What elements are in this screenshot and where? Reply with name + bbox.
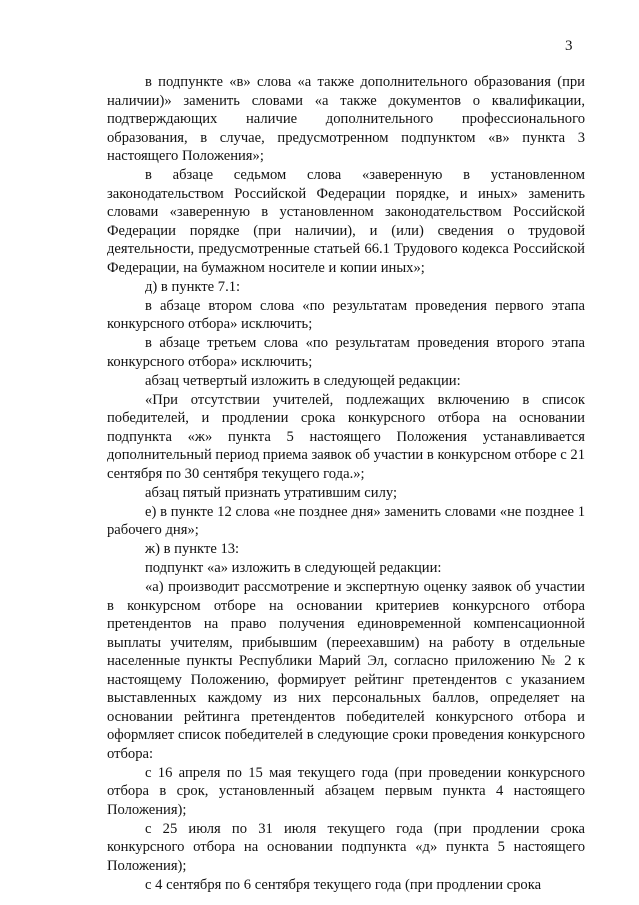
paragraph-13: с 16 апреля по 15 мая текущего года (при проведении конкурсного отбора в срок, установленный абзацем первым пункта 4 настоящего Положения); xyxy=(107,764,585,818)
paragraph-12: «а) производит рассмотрение и экспертную оценку заявок об участии в конкурсном отборе на основании критериев конкурсного отбора претендентов на право получения единовременной компенсационной выплаты учителям, прибывшим (переехавшим) на работу в отдельные населенные пункты Республики Марий Эл, согласно приложению № 2 к настоящему Положению, формирует рейтинг претендентов с указанием выставленных каждому из них персональных баллов, определяет на основании рейтинга претендентов победителей конкурсного отбора и оформляет список победителей в следующие сроки проведения конкурсного отбора: xyxy=(107,579,585,762)
paragraph-5: в абзаце третьем слова «по результатам проведения второго этапа конкурсного отбора» исключить; xyxy=(107,335,585,370)
paragraph-10: ж) в пункте 13: xyxy=(145,541,240,557)
paragraph-11: подпункт «а» изложить в следующей редакции: xyxy=(145,560,442,576)
document-body xyxy=(107,73,585,894)
paragraph-6: абзац четвертый изложить в следующей редакции: xyxy=(145,372,461,389)
paragraph-2: в абзаце седьмом слова «заверенную в установленном законодательством Российской Федерации порядке, и иных» заменить словами «заверенную в установленном законодательством Российской Федерации порядке (при наличии), и (или) сведения о трудовой деятельности, предусмотренные статьей 66.1 Трудового кодекса Российской Федерации, на бумажном носителе и копии иных»; xyxy=(107,167,585,276)
paragraph-4: в абзаце втором слова «по результатам проведения первого этапа конкурсного отбора» исключить; xyxy=(107,297,585,332)
paragraph-9: е) в пункте 12 слова «не позднее дня» заменить словами «не позднее 1 рабочего дня»; xyxy=(107,503,585,538)
paragraph-3: д) в пункте 7.1: xyxy=(145,278,241,295)
paragraph-15: с 4 сентября по 6 сентября текущего года (при продлении срока xyxy=(145,876,542,893)
paragraph-14: с 25 июля по 31 июля текущего года (при продлении срока конкурсного отбора на основании подпункта «д» пункта 5 настоящего Положения); xyxy=(107,820,585,874)
paragraph-7: «При отсутствии учителей, подлежащих включению в список победителей, и продлении срока конкурсного отбора на основании подпункта «ж» пункта 5 настоящего Положения устанавливается дополнительный период приема заявок об участии в конкурсном отборе с 21 сентября по 30 сентября текущего года.»; xyxy=(107,391,585,482)
paragraph-8: абзац пятый признать утратившим силу; xyxy=(145,484,398,501)
page-number: 3 xyxy=(565,38,573,54)
paragraph-1: в подпункте «в» слова «а также дополнительного образования (при наличии)» заменить словами «а также документов о квалификации, подтверждающих наличие дополнительного профессионального образования, в случае, предусмотренном подпунктом «в» пункта 3 настоящего Положения»; xyxy=(107,74,585,164)
